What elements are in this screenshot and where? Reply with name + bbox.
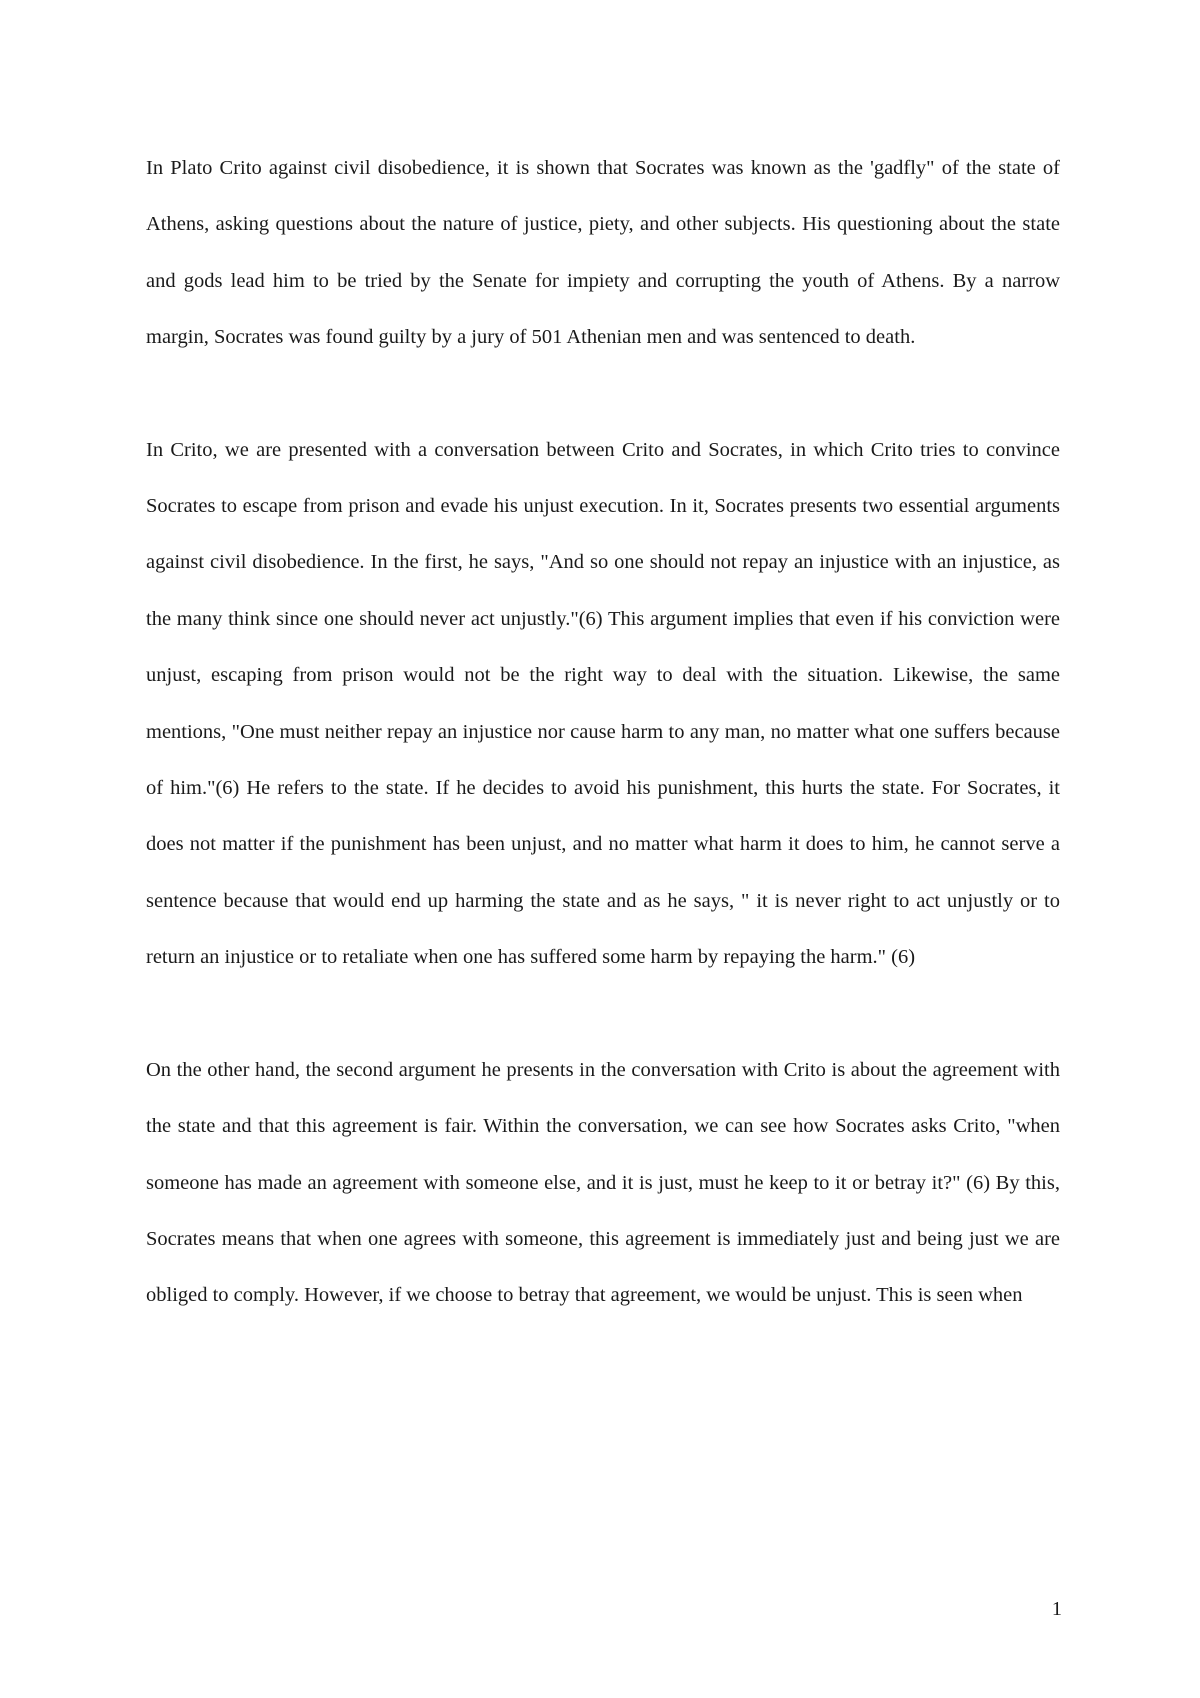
body-text xyxy=(146,140,1060,1324)
paragraph-3: On the other hand, the second argument he presents in the conversation with Crito is about the agreement with the state and that this agreement is fair. Within the conversation, we can see how Socrates asks Crito, "when someone has made an agreement with someone else, and it is just, must he keep to it or betray it?" (6) By this, Socrates means that when one agrees with someone, this agreement is immediately just and being just we are obliged to comply. However, if we choose to betray that agreement, we would be unjust. This is seen when xyxy=(146,1058,1060,1307)
paragraph-1: In Plato Crito against civil disobedience, it is shown that Socrates was known as the 'gadfly" of the state of Athens, asking questions about the nature of justice, piety, and other subjects. His questioning about the state and gods lead him to be tried by the Senate for impiety and corrupting the youth of Athens. By a narrow margin, Socrates was found guilty by a jury of 501 Athenian men and was sentenced to death. xyxy=(146,157,1060,349)
paragraph-2: In Crito, we are presented with a conversation between Crito and Socrates, in which Crito tries to convince Socrates to escape from prison and evade his unjust execution. In it, Socrates presents two essential arguments against civil disobedience. In the first, he says, "And so one should not repay an injustice with an injustice, as the many think since one should never act unjustly."(6) This argument implies that even if his conviction were unjust, escaping from prison would not be the right way to deal with the situation. Likewise, the same mentions, "One must neither repay an injustice nor cause harm to any man, no matter what one suffers because of him."(6) He refers to the state. If he decides to avoid his punishment, this hurts the state. For Socrates, it does not matter if the punishment has been unjust, and no matter what harm it does to him, he cannot serve a sentence because that would end up harming the state and as he says, " it is never right to act unjustly or to return an injustice or to retaliate when one has suffered some harm by repaying the harm." (6) xyxy=(146,438,1060,969)
page-number: 1 xyxy=(1051,1598,1062,1620)
